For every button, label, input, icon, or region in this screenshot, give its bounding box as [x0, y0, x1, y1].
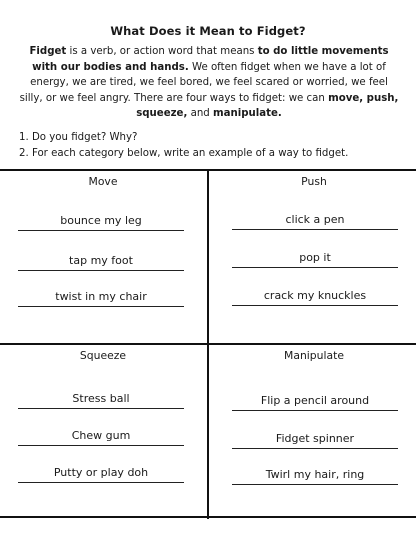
intro-text-1: is a verb, or action word that means — [66, 46, 258, 57]
intro-bold-ways: move, push, squeeze, — [136, 92, 399, 119]
intro-bold-definition: to do little movements with our bodies and hands. — [32, 46, 389, 73]
question-2: 2. For each category below, write an example of a way to fidget. — [19, 147, 349, 159]
intro-bold-fidget: Fidget — [29, 46, 67, 57]
answer-squeeze-2[interactable]: Chew gum — [18, 429, 184, 446]
intro-bold-manipulate: manipulate. — [213, 108, 282, 119]
category-push-title: Push — [301, 175, 327, 188]
answer-push-3[interactable]: crack my knuckles — [232, 289, 398, 306]
answer-squeeze-1[interactable]: Stress ball — [18, 392, 184, 409]
answer-move-3[interactable]: twist in my chair — [18, 290, 184, 307]
category-squeeze-title: Squeeze — [79, 349, 127, 362]
answer-move-2[interactable]: tap my foot — [18, 254, 184, 271]
answer-manipulate-1[interactable]: Flip a pencil around — [232, 394, 398, 411]
grid-vertical-divider — [207, 169, 209, 519]
category-move-title: Move — [88, 175, 118, 188]
category-manipulate-title: Manipulate — [284, 349, 344, 362]
answer-push-1[interactable]: click a pen — [232, 213, 398, 230]
intro-text-2: We often fidget when we have a lot of energy, we are tired, we feel bored, we feel scared or worried, we feel silly, or we feel angry. There are four ways to fidget: we can — [19, 61, 388, 104]
question-list — [19, 130, 348, 161]
answer-squeeze-3[interactable]: Putty or play doh — [18, 466, 184, 483]
intro-text-3: and — [187, 108, 213, 119]
answer-manipulate-2[interactable]: Fidget spinner — [232, 432, 398, 449]
intro-paragraph — [18, 44, 400, 122]
question-1: 1. Do you fidget? Why? — [19, 132, 138, 143]
answer-manipulate-3[interactable]: Twirl my hair, ring — [232, 468, 398, 485]
answer-push-2[interactable]: pop it — [232, 251, 398, 268]
answer-move-1[interactable]: bounce my leg — [18, 214, 184, 231]
worksheet-title: What Does it Mean to Fidget? — [110, 24, 306, 38]
